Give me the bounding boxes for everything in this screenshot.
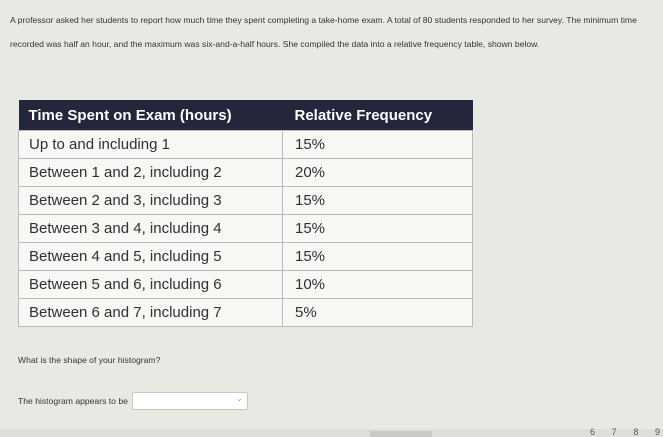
interval-cell: Between 4 and 5, including 5: [19, 243, 283, 271]
table-row: [19, 159, 473, 187]
frequency-cell: 5%: [283, 299, 473, 327]
frequency-cell: 15%: [283, 131, 473, 159]
page-number[interactable]: 6: [590, 427, 596, 437]
page-number[interactable]: 8: [633, 427, 639, 437]
page-numbers: [590, 428, 660, 437]
table-row: [19, 187, 473, 215]
question-text: What is the shape of your histogram?: [18, 355, 161, 365]
interval-cell: Between 3 and 4, including 4: [19, 215, 283, 243]
answer-row: [18, 392, 248, 410]
relative-frequency-table: [18, 100, 473, 327]
frequency-cell: 15%: [283, 243, 473, 271]
table-row: [19, 271, 473, 299]
table-header-row: [19, 100, 473, 131]
chevron-down-icon: ⌄: [236, 394, 243, 403]
header-relative-frequency: Relative Frequency: [283, 100, 473, 131]
bottom-tab[interactable]: [370, 431, 432, 437]
interval-cell: Between 5 and 6, including 6: [19, 271, 283, 299]
frequency-cell: 15%: [283, 187, 473, 215]
table-row: [19, 243, 473, 271]
problem-statement: A professor asked her students to report how much time they spent completing a take-home exam. A total of 80 students responded to her survey. The minimum time recorded was half an hour, and the maximum was six-and-a-half hours. She compiled the data into a relative frequency table, shown below.: [10, 15, 637, 49]
table-row: [19, 215, 473, 243]
page-number[interactable]: 7: [611, 427, 617, 437]
histogram-shape-dropdown[interactable]: [132, 392, 248, 410]
table-row: [19, 299, 473, 327]
header-time-spent: Time Spent on Exam (hours): [19, 100, 283, 131]
page-number[interactable]: 9: [654, 427, 660, 437]
frequency-cell: 15%: [283, 215, 473, 243]
frequency-cell: 20%: [283, 159, 473, 187]
table-row: [19, 131, 473, 159]
answer-prefix: The histogram appears to be: [18, 396, 128, 406]
frequency-cell: 10%: [283, 271, 473, 299]
bottom-toolbar: [0, 429, 663, 437]
interval-cell: Between 1 and 2, including 2: [19, 159, 283, 187]
interval-cell: Between 6 and 7, including 7: [19, 299, 283, 327]
interval-cell: Up to and including 1: [19, 131, 283, 159]
interval-cell: Between 2 and 3, including 3: [19, 187, 283, 215]
